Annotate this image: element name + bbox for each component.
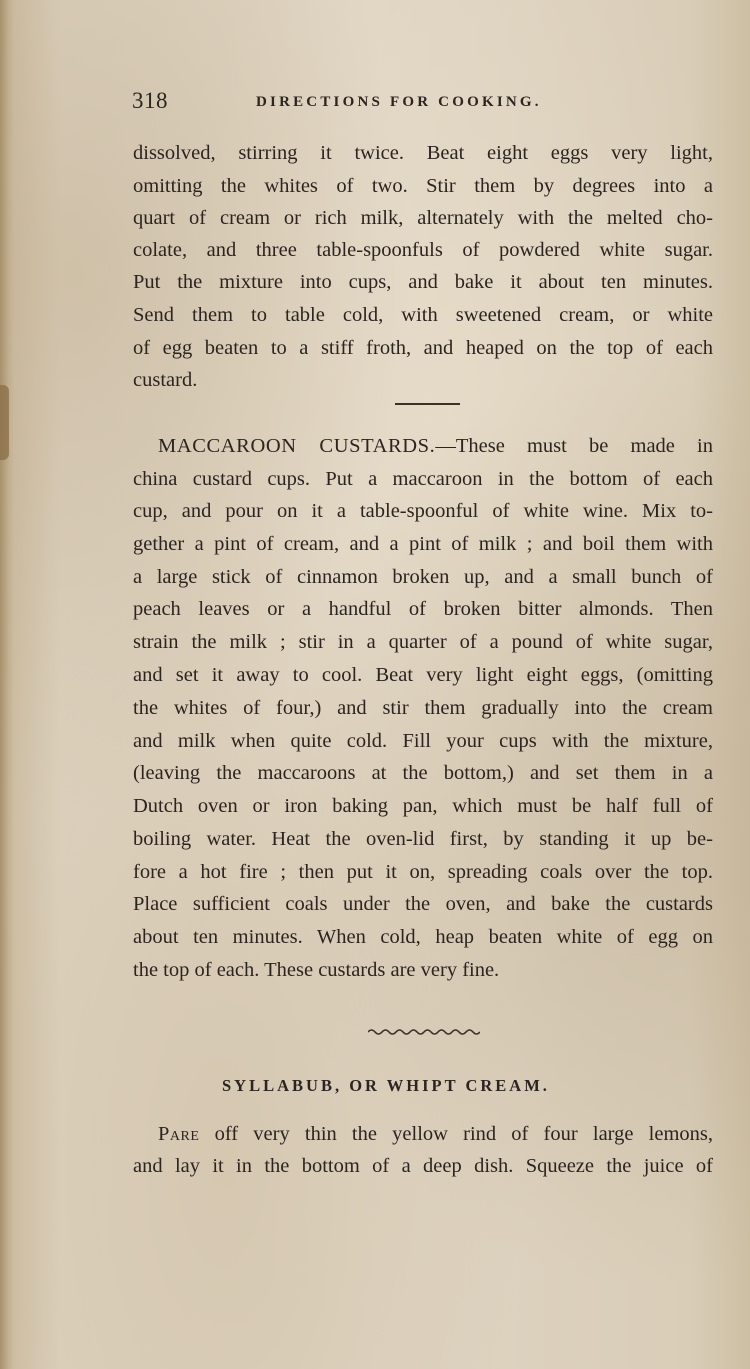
text-line: fore a hot fire ; then put it on, spreading coals over the top. <box>133 861 713 883</box>
section-rule <box>395 403 460 405</box>
recipe-initial-word: Pare <box>158 1123 200 1145</box>
text-line: gether a pint of cream, and a pint of milk ; and boil them with <box>133 533 713 555</box>
text-line: a large stick of cinnamon broken up, and a small bunch of <box>133 566 713 588</box>
recipe-first-line <box>158 436 713 457</box>
text-line: quart of cream or rich milk, alternately with the melted cho- <box>133 207 713 229</box>
text-line: the top of each. These custards are very fine. <box>133 959 500 981</box>
recipe-first-line-text: —These must be made in <box>435 435 713 457</box>
text-line: Send them to table cold, with sweetened cream, or white <box>133 304 713 326</box>
text-line: peach leaves or a handful of broken bitter almonds. Then <box>133 598 713 620</box>
text-line: Put the mixture into cups, and bake it about ten minutes. <box>133 271 713 293</box>
running-head: DIRECTIONS FOR COOKING. <box>256 94 542 110</box>
syllabub-title: SYLLABUB, OR WHIPT CREAM. <box>222 1076 550 1095</box>
text-line: (leaving the maccaroons at the bottom,) and set them in a <box>133 762 713 784</box>
text-line: colate, and three table-spoonfuls of powdered white sugar. <box>133 239 713 261</box>
text-line: about ten minutes. When cold, heap beaten white of egg on <box>133 926 713 948</box>
text-line: of egg beaten to a stiff froth, and heaped on the top of each <box>133 337 713 359</box>
text-line: and lay it in the bottom of a deep dish. Squeeze the juice of <box>133 1155 713 1177</box>
text-line: strain the milk ; stir in a quarter of a pound of white sugar, <box>133 631 713 653</box>
text-line: the whites of four,) and stir them gradually into the cream <box>133 697 713 719</box>
text-line: Dutch oven or iron baking pan, which must be half full of <box>133 795 713 817</box>
recipe-first-line <box>158 1124 713 1145</box>
text-line: and milk when quite cold. Fill your cups with the mixture, <box>133 730 713 752</box>
text-line: Place sufficient coals under the oven, and bake the custards <box>133 893 713 915</box>
page-edge-stain <box>0 385 9 460</box>
text-line: custard. <box>133 369 198 391</box>
text-line: cup, and pour on it a table-spoonful of white wine. Mix to- <box>133 500 713 522</box>
text-line: boiling water. Heat the oven-lid first, by standing it up be- <box>133 828 713 850</box>
page-edge-shadow <box>0 0 14 1369</box>
page-number: 318 <box>132 88 168 113</box>
recipe-first-line-text: off very thin the yellow rind of four large lemons, <box>199 1123 713 1145</box>
page-header <box>132 88 712 122</box>
text-line: and set it away to cool. Beat very light eight eggs, (omitting <box>133 664 713 686</box>
text-line: china custard cups. Put a maccaroon in the bottom of each <box>133 468 713 490</box>
recipe-title: MACCAROON CUSTARDS. <box>158 435 436 457</box>
ornamental-divider <box>368 1028 480 1036</box>
text-line: omitting the whites of two. Stir them by degrees into a <box>133 175 713 197</box>
text-line: dissolved, stirring it twice. Beat eight eggs very light, <box>133 142 713 164</box>
